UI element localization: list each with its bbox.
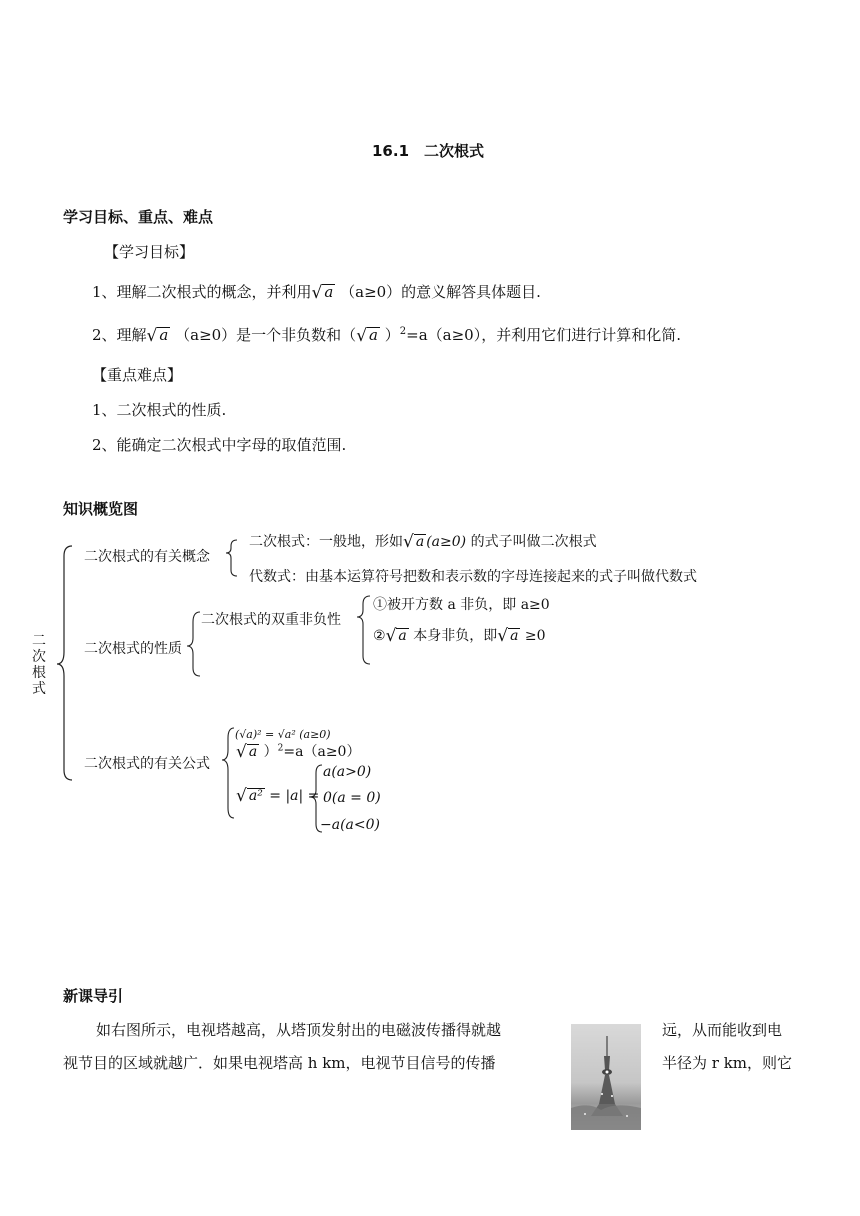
sqrt-a: √ a [311, 283, 334, 303]
sqrt-a: √ a [356, 326, 378, 346]
sqrt-a: √ a [385, 626, 407, 646]
goals-label: 【学习目标】 [104, 243, 195, 261]
sqrt-a-squared: √ a² [236, 786, 263, 806]
tv-tower-photo [571, 1024, 641, 1130]
sqrt-a: √ a [497, 626, 519, 646]
concept-algebraic-expression: 代数式：由基本运算符号把数和表示数的字母连接起来的式子叫做代数式 [249, 569, 697, 585]
key-2: 2、能确定二次根式中字母的取值范围. [92, 436, 347, 454]
sqrt-a: √ a [236, 742, 258, 762]
goal-2: 2、理解√ a （a≥0）是一个非负数和（√ a ）$^2$=a（a≥0），并利用它们进行计算和化简. [92, 326, 681, 346]
sqrt-a: √ a [146, 326, 169, 346]
concept-definition: 二次根式：一般地，形如√ a (a≥0) 的式子叫做二次根式 [249, 532, 597, 552]
formula-1: (√a)² = √a² (a≥0) [235, 728, 331, 741]
property-2: ②√ a 本身非负，即√ a ≥0 [373, 626, 546, 646]
concept-label: 二次根式的有关概念 [84, 549, 210, 565]
tv-tower-icon [571, 1024, 641, 1130]
property-label: 二次根式的性质 [84, 641, 182, 657]
case-positive: a(a>0) [323, 764, 372, 780]
root-label: 二次根式 [32, 633, 46, 697]
sqrt-a: √ a [403, 532, 425, 552]
intro-line-1-left: 如右图所示，电视塔越高，从塔顶发射出的电磁波传播得就越 [96, 1021, 502, 1039]
key-1: 1、二次根式的性质. [92, 401, 227, 419]
section-heading-overview: 知识概览图 [63, 500, 139, 518]
key-label: 【重点难点】 [92, 366, 183, 384]
intro-line-2-left: 视节目的区域就越广．如果电视塔高 h km，电视节目信号的传播 [63, 1054, 496, 1072]
case-zero: 0(a = 0) [323, 790, 381, 806]
formula-2: √ a ）$^2$=a（a≥0） [236, 742, 361, 762]
page-title: 16.1 二次根式 [372, 142, 485, 160]
formula-label: 二次根式的有关公式 [84, 756, 210, 772]
property-1: ①被开方数 a 非负，即 a≥0 [373, 597, 550, 613]
case-negative: −a(a<0) [320, 817, 380, 833]
property-sub-label: 二次根式的双重非负性 [201, 612, 341, 628]
section-heading-goals: 学习目标、重点、难点 [63, 208, 214, 226]
intro-line-1-right: 远，从而能收到电 [662, 1021, 783, 1039]
formula-3: √ a² = |a| = [236, 786, 320, 806]
section-heading-intro: 新课导引 [63, 987, 124, 1005]
intro-line-2-right: 半径为 r km，则它 [662, 1054, 793, 1072]
goal-1: 1、理解二次根式的概念，并利用√ a （a≥0）的意义解答具体题目. [92, 283, 541, 303]
